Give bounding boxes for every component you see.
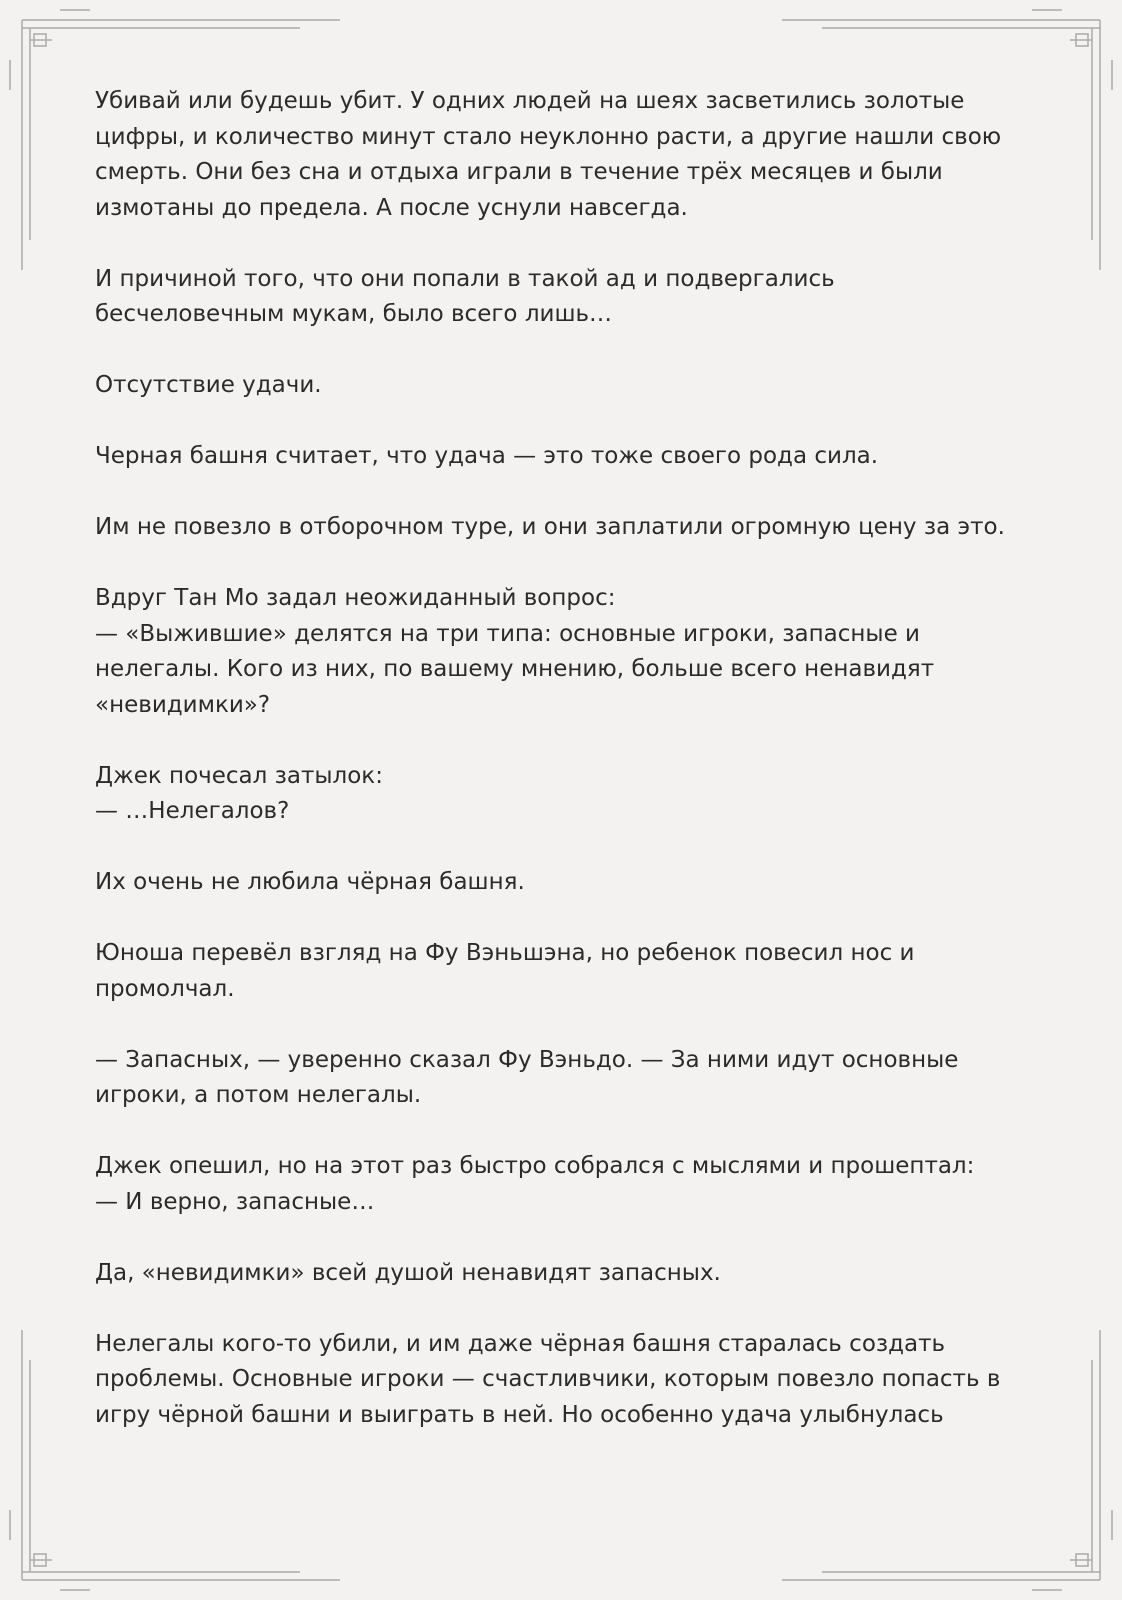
paragraph-12 [95, 1256, 1035, 1292]
text-line: — И верно, запасные… [95, 1188, 375, 1215]
paragraph-11 [95, 1149, 1035, 1220]
text-line: «невидимки»? [95, 691, 271, 718]
paragraph-4 [95, 439, 1035, 475]
text-line: Черная башня считает, что удача — это тоже своего рода сила. [95, 443, 879, 469]
text-line: смерть. Они без сна и отдыха играли в течение трёх месяцев и были [95, 159, 943, 185]
paragraph-9 [95, 936, 1035, 1007]
text-line: — «Выжившие» делятся на три типа: основные игроки, запасные и [95, 620, 921, 647]
text-line: игроки, а потом нелегалы. [95, 1082, 422, 1108]
text-line: Вдруг Тан Мо задал неожиданный вопрос: [95, 585, 616, 611]
body-text [95, 84, 1035, 1469]
text-line: — Запасных, — уверенно сказал Фу Вэньдо. — За ними идут основные [95, 1046, 959, 1073]
text-line: Джек опешил, но на этот раз быстро собрался с мыслями и прошептал: [95, 1153, 975, 1179]
text-line: И причиной того, что они попали в такой ад и подвергались [95, 265, 835, 292]
text-line: Им не повезло в отборочном туре, и они заплатили огромную цену за это. [95, 514, 1005, 540]
text-line: промолчал. [95, 975, 235, 1002]
text-line: нелегалы. Кого из них, по вашему мнению, больше всего ненавидят [95, 656, 935, 682]
paragraph-13 [95, 1327, 1035, 1434]
paragraph-7 [95, 759, 1035, 830]
text-line: бесчеловечным мукам, было всего лишь… [95, 301, 613, 327]
text-line: проблемы. Основные игроки — счастливчики, которым повезло попасть в [95, 1366, 1001, 1392]
paragraph-3 [95, 368, 1035, 404]
paragraph-8 [95, 865, 1035, 901]
text-line: цифры, и количество минут стало неуклонно расти, а другие нашли свою [95, 123, 1002, 150]
text-line: Джек почесал затылок: [95, 762, 383, 789]
paragraph-2 [95, 262, 1035, 333]
text-line: Юноша перевёл взгляд на Фу Вэньшэна, но ребенок повесил нос и [95, 940, 915, 966]
text-line: Да, «невидимки» всей душой ненавидят запасных. [95, 1259, 721, 1286]
paragraph-1 [95, 84, 1035, 226]
paragraph-5 [95, 510, 1035, 546]
text-line: Нелегалы кого-то убили, и им даже чёрная башня старалась создать [95, 1330, 946, 1357]
text-line: измотаны до предела. А после уснули навсегда. [95, 194, 688, 221]
paragraph-6 [95, 581, 1035, 723]
text-line: игру чёрной башни и выиграть в ней. Но особенно удача улыбнулась [95, 1401, 944, 1428]
text-line: — …Нелегалов? [95, 798, 290, 824]
paragraph-10 [95, 1043, 1035, 1114]
text-line: Их очень не любила чёрная башня. [95, 869, 525, 895]
text-line: Отсутствие удачи. [95, 372, 322, 398]
text-line: Убивай или будешь убит. У одних людей на шеях засветились золотые [95, 88, 965, 114]
